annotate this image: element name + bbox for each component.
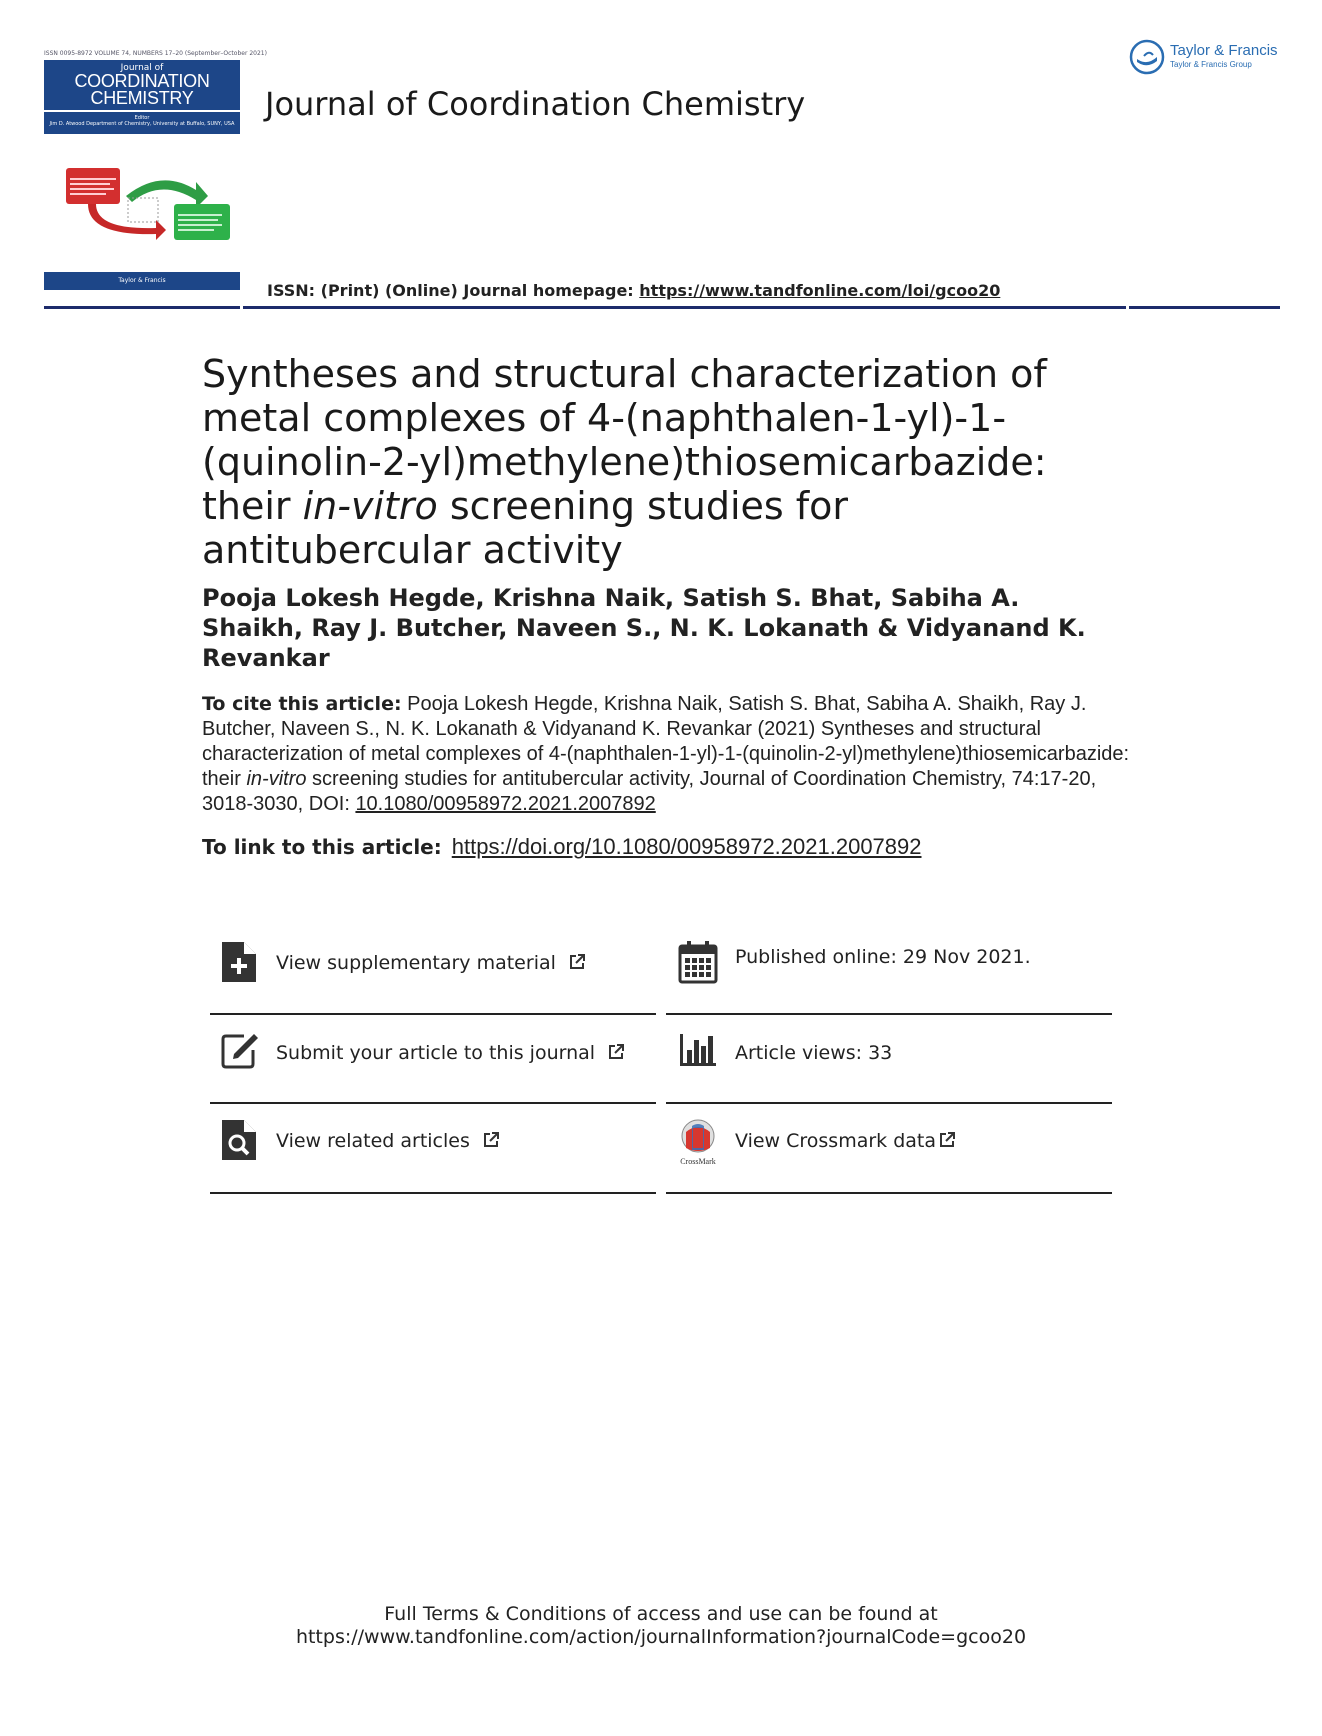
citation-doi-link[interactable]: 10.1080/00958972.2021.2007892 — [355, 793, 656, 815]
article-title-part1: Syntheses and structural characterization of metal complexes of 4-(naphthalen-1-yl)-1-(quinolin-2-yl)methylene)thiosemicarbazide: their — [202, 352, 1047, 528]
calendar-icon — [678, 940, 718, 984]
crossmark-label: View Crossmark data — [735, 1130, 937, 1152]
bar-chart-icon — [678, 1028, 718, 1072]
document-search-icon — [220, 1118, 260, 1162]
tf-lamp-icon — [1128, 38, 1166, 76]
terms-footer-url[interactable]: https://www.tandfonline.com/action/journalInformation?journalCode=gcoo20 — [295, 1626, 1027, 1648]
related-articles-item[interactable] — [212, 1118, 652, 1208]
supplementary-material-item[interactable] — [212, 940, 652, 1030]
published-online-item — [670, 940, 1110, 1030]
cover-issue-line: ISSN 0095-8972 VOLUME 74, NUMBERS 17–20 (September–October 2021) — [44, 50, 267, 57]
external-link-icon — [607, 1043, 625, 1061]
divider — [210, 1192, 656, 1194]
article-doi-url[interactable]: https://doi.org/10.1080/00958972.2021.2007892 — [451, 834, 922, 859]
submit-article-label: Submit your article to this journal — [276, 1042, 596, 1064]
divider — [666, 1102, 1112, 1104]
terms-footer-line1: Full Terms & Conditions of access and use can be found at — [384, 1603, 938, 1625]
citation-block — [202, 692, 1142, 817]
related-articles-link[interactable] — [276, 1130, 500, 1152]
cover-journal-name-2: CHEMISTRY — [90, 88, 194, 108]
citation-text-part1: Pooja Lokesh Hegde, Krishna Naik, Satish S. Bhat, Sabiha A. Shaikh, Ray J. Butcher, Naveen S., N. K. Lokanath & Vidyanand K. Revankar (2021) Syntheses and structural characterization of metal complexes of 4-(naphthalen-1-yl)-1-(quinolin-2-yl)methylene)thiosemicarbazide: their — [202, 693, 1130, 790]
header-rule — [44, 306, 1280, 309]
cover-editor-label: Editor — [134, 115, 150, 121]
citation-text-italic: in-vitro — [246, 768, 307, 790]
edit-icon — [220, 1028, 260, 1072]
supplementary-material-label: View supplementary material — [276, 952, 556, 974]
external-link-icon — [938, 1131, 956, 1149]
external-link-icon — [568, 953, 586, 971]
journal-title: Journal of Coordination Chemistry — [265, 85, 806, 123]
issn-label: ISSN: (Print) (Online) Journal homepage: — [267, 281, 640, 300]
document-plus-icon — [220, 940, 260, 984]
cover-footer-text: Taylor & Francis — [118, 277, 166, 284]
submit-article-item[interactable] — [212, 1028, 652, 1118]
terms-footer — [0, 1603, 1322, 1649]
supplementary-material-link[interactable] — [276, 952, 586, 974]
divider — [666, 1013, 1112, 1015]
crossmark-link[interactable] — [735, 1130, 956, 1152]
header-rule-gap — [1126, 306, 1129, 309]
publisher-logo[interactable] — [1128, 38, 1288, 78]
article-title-italic: in-vitro — [302, 484, 438, 528]
citation-label: To cite this article: — [202, 693, 402, 715]
submit-article-link[interactable] — [276, 1042, 625, 1064]
article-link-label: To link to this article: — [202, 835, 442, 859]
cover-journal-name-1: COORDINATION — [74, 71, 210, 91]
article-title — [202, 352, 1122, 572]
journal-homepage-link[interactable]: https://www.tandfonline.com/loi/gcoo20 — [639, 281, 1001, 300]
article-views-text: Article views: 33 — [735, 1042, 893, 1064]
article-link-line — [202, 834, 922, 860]
article-views-item — [670, 1028, 1110, 1118]
citation-text-part2: screening studies for antitubercular activity, Journal of Coordination Chemistry, 74:17-20, 3018-3030, DOI: — [202, 768, 1097, 815]
publisher-name: Taylor & Francis — [1170, 42, 1278, 59]
cover-editor-strip — [44, 112, 240, 134]
divider — [210, 1013, 656, 1015]
publisher-group: Taylor & Francis Group — [1170, 60, 1252, 69]
journal-cover-thumbnail — [44, 50, 267, 294]
cover-publisher-footer — [44, 272, 240, 290]
cover-title-band — [44, 60, 240, 110]
crossmark-item[interactable] — [670, 1118, 1110, 1208]
cover-journal-of: Journal of — [120, 63, 164, 73]
cover-artwork-diagram — [66, 168, 266, 238]
crossmark-icon — [678, 1118, 718, 1166]
related-articles-label: View related articles — [276, 1130, 470, 1152]
divider — [666, 1192, 1112, 1194]
cover-editor-affiliation: Jim D. Atwood Department of Chemistry, University at Buffalo, SUNY, USA — [49, 121, 235, 127]
article-authors: Pooja Lokesh Hegde, Krishna Naik, Satish S. Bhat, Sabiha A. Shaikh, Ray J. Butcher, Naveen S., N. K. Lokanath & Vidyanand K. Revankar — [202, 584, 1086, 672]
header-rule-gap — [240, 306, 243, 309]
published-online-text: Published online: 29 Nov 2021. — [735, 946, 1031, 968]
crossmark-logo-text: CrossMark — [680, 1157, 716, 1166]
external-link-icon — [482, 1131, 500, 1149]
issn-line — [267, 281, 1000, 300]
article-title-part2: screening studies for antitubercular activity — [202, 484, 849, 572]
divider — [210, 1102, 656, 1104]
